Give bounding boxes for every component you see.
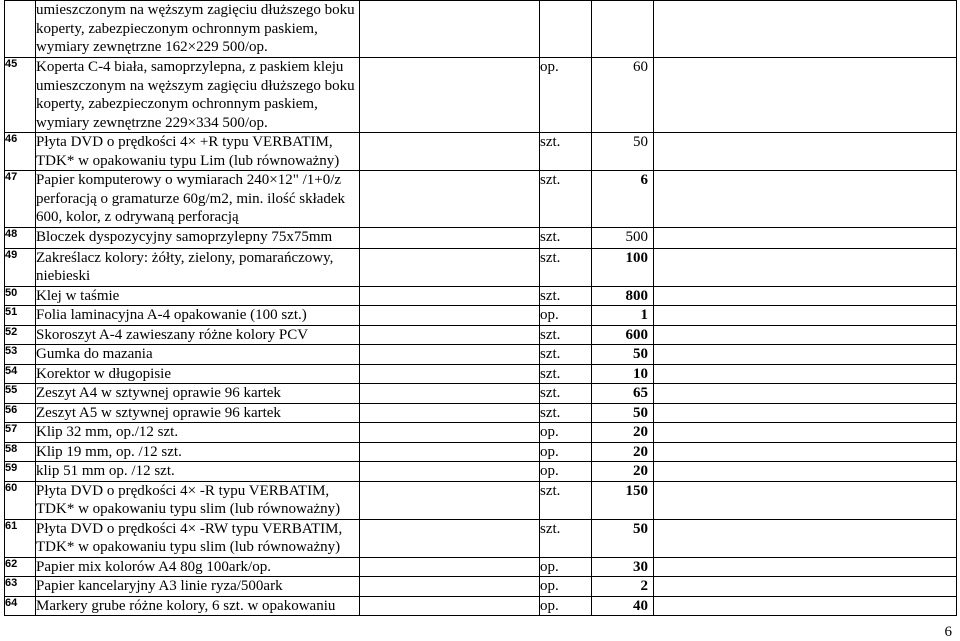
item-unit: szt. — [540, 325, 592, 345]
empty-cell — [360, 345, 540, 365]
item-number: 59 — [5, 462, 36, 482]
item-unit: szt. — [540, 171, 592, 228]
empty-cell — [360, 384, 540, 404]
empty-cell — [360, 577, 540, 597]
item-number: 57 — [5, 423, 36, 443]
order-items-body — [5, 1, 957, 616]
item-unit: op. — [540, 58, 592, 133]
item-description: Płyta DVD o prędkości 4× -RW typu VERBATIM, TDK* w opakowaniu typu slim (lub równoważny) — [36, 519, 360, 557]
item-quantity — [592, 519, 654, 557]
item-quantity — [592, 345, 654, 365]
empty-cell — [654, 58, 957, 133]
item-quantity-value: 6 — [640, 172, 648, 188]
item-quantity-value: 50 — [633, 134, 648, 150]
item-quantity-value: 50 — [633, 346, 648, 362]
item-quantity — [592, 557, 654, 577]
empty-cell — [654, 133, 957, 171]
table-row — [5, 442, 957, 462]
item-quantity-value: 20 — [633, 443, 648, 460]
table-row — [5, 345, 957, 365]
table-row — [5, 171, 957, 228]
item-unit: szt. — [540, 227, 592, 248]
item-quantity-value: 50 — [633, 520, 648, 537]
item-description: Papier komputerowy o wymiarach 240×12" /1+0/z perforacją o gramaturze 60g/m2, min. ilość składek 600, kolor, z odrywaną perforacją — [36, 171, 360, 228]
item-quantity-value: 10 — [633, 365, 648, 382]
table-row — [5, 519, 957, 557]
item-quantity — [592, 58, 654, 133]
item-quantity — [592, 171, 654, 228]
table-row — [5, 286, 957, 306]
item-number: 64 — [5, 596, 36, 616]
empty-cell — [360, 306, 540, 326]
empty-cell — [654, 403, 957, 423]
table-row — [5, 306, 957, 326]
item-description: Gumka do mazania — [36, 345, 360, 365]
item-description: Skoroszyt A-4 zawieszany różne kolory PCV — [36, 325, 360, 345]
empty-cell — [654, 364, 957, 384]
empty-cell — [360, 171, 540, 228]
item-description: Papier mix kolorów A4 80g 100ark/op. — [36, 557, 360, 577]
empty-cell — [360, 227, 540, 248]
item-unit: szt. — [540, 403, 592, 423]
item-quantity-value — [648, 2, 653, 18]
item-number: 45 — [5, 58, 36, 133]
empty-cell — [654, 462, 957, 482]
item-unit: szt. — [540, 133, 592, 171]
empty-cell — [654, 423, 957, 443]
item-number: 52 — [5, 325, 36, 345]
item-description: Markery grube różne kolory, 6 szt. w opakowaniu — [36, 596, 360, 616]
page-number: 6 — [944, 624, 952, 640]
empty-cell — [654, 577, 957, 597]
item-quantity-value: 800 — [625, 287, 648, 304]
empty-cell — [654, 325, 957, 345]
order-items-table — [4, 0, 957, 616]
item-quantity-value: 150 — [625, 482, 648, 499]
item-description: Płyta DVD o prędkości 4× +R typu VERBATIM, TDK* w opakowaniu typu Lim (lub równoważny) — [36, 133, 360, 171]
item-unit: op. — [540, 557, 592, 577]
item-quantity-value: 50 — [633, 404, 648, 421]
item-number: 51 — [5, 306, 36, 326]
item-unit: op. — [540, 577, 592, 597]
item-quantity — [592, 423, 654, 443]
item-quantity — [592, 577, 654, 597]
empty-cell — [654, 596, 957, 616]
item-number — [5, 1, 36, 58]
empty-cell — [654, 306, 957, 326]
item-unit: szt. — [540, 384, 592, 404]
item-description: Bloczek dyspozycyjny samoprzylepny 75x75mm — [36, 227, 360, 248]
item-quantity-value: 100 — [625, 249, 648, 266]
item-description: Papier kancelaryjny A3 linie ryza/500ark — [36, 577, 360, 597]
item-description: Płyta DVD o prędkości 4× -R typu VERBATIM, TDK* w opakowaniu typu slim (lub równoważny) — [36, 481, 360, 519]
item-quantity — [592, 227, 654, 248]
item-description: Zakreślacz kolory: żółty, zielony, pomarańczowy, niebieski — [36, 248, 360, 286]
item-quantity — [592, 133, 654, 171]
item-unit: szt. — [540, 364, 592, 384]
item-unit: szt. — [540, 248, 592, 286]
item-quantity — [592, 306, 654, 326]
item-description: Klip 32 mm, op./12 szt. — [36, 423, 360, 443]
item-quantity — [592, 462, 654, 482]
empty-cell — [654, 345, 957, 365]
table-row — [5, 133, 957, 171]
item-description: Zeszyt A5 w sztywnej oprawie 96 kartek — [36, 403, 360, 423]
empty-cell — [654, 227, 957, 248]
item-number: 63 — [5, 577, 36, 597]
item-quantity — [592, 286, 654, 306]
item-number: 48 — [5, 227, 36, 248]
empty-cell — [360, 133, 540, 171]
item-unit: op. — [540, 442, 592, 462]
item-quantity — [592, 403, 654, 423]
empty-cell — [654, 1, 957, 58]
item-quantity-value: 30 — [633, 558, 648, 575]
empty-cell — [360, 58, 540, 133]
item-description: klip 51 mm op. /12 szt. — [36, 462, 360, 482]
empty-cell — [360, 481, 540, 519]
item-quantity-value: 600 — [625, 326, 648, 343]
item-number: 46 — [5, 133, 36, 171]
item-number: 61 — [5, 519, 36, 557]
item-quantity — [592, 364, 654, 384]
item-number: 62 — [5, 557, 36, 577]
item-number: 49 — [5, 248, 36, 286]
item-unit: op. — [540, 423, 592, 443]
item-number: 50 — [5, 286, 36, 306]
table-row — [5, 596, 957, 616]
table-row — [5, 325, 957, 345]
empty-cell — [360, 1, 540, 58]
empty-cell — [360, 325, 540, 345]
empty-cell — [654, 519, 957, 557]
item-description: Koperta C-4 biała, samoprzylepna, z paskiem kleju umieszczonym na węższym zagięciu dłuższego boku koperty, zabezpieczonym ochronnym paskiem, wymiary zewnętrzne 229×334 500/op. — [36, 58, 360, 133]
item-unit: op. — [540, 462, 592, 482]
item-quantity-value: 2 — [640, 578, 648, 594]
item-quantity — [592, 481, 654, 519]
item-quantity-value: 65 — [633, 385, 648, 401]
empty-cell — [360, 403, 540, 423]
item-quantity — [592, 1, 654, 58]
empty-cell — [654, 384, 957, 404]
item-quantity — [592, 248, 654, 286]
item-unit — [540, 1, 592, 58]
item-number: 56 — [5, 403, 36, 423]
item-quantity-value: 20 — [633, 424, 648, 440]
item-number: 54 — [5, 364, 36, 384]
empty-cell — [360, 596, 540, 616]
empty-cell — [360, 364, 540, 384]
item-unit: op. — [540, 306, 592, 326]
table-row — [5, 364, 957, 384]
empty-cell — [654, 557, 957, 577]
item-description: Klip 19 mm, op. /12 szt. — [36, 442, 360, 462]
item-number: 55 — [5, 384, 36, 404]
item-quantity-value: 20 — [633, 463, 648, 479]
table-row — [5, 462, 957, 482]
item-number: 60 — [5, 481, 36, 519]
empty-cell — [654, 442, 957, 462]
table-row — [5, 227, 957, 248]
empty-cell — [360, 557, 540, 577]
empty-cell — [360, 423, 540, 443]
empty-cell — [360, 286, 540, 306]
empty-cell — [654, 481, 957, 519]
item-unit: op. — [540, 596, 592, 616]
item-quantity-value: 500 — [625, 228, 648, 245]
item-description: Zeszyt A4 w sztywnej oprawie 96 kartek — [36, 384, 360, 404]
empty-cell — [360, 442, 540, 462]
item-quantity-value: 1 — [640, 307, 648, 323]
item-quantity-value: 40 — [633, 597, 648, 614]
table-row — [5, 577, 957, 597]
table-row — [5, 248, 957, 286]
table-row — [5, 384, 957, 404]
item-description: Folia laminacyjna A-4 opakowanie (100 szt.) — [36, 306, 360, 326]
empty-cell — [360, 248, 540, 286]
item-unit: szt. — [540, 345, 592, 365]
item-unit: szt. — [540, 286, 592, 306]
item-unit: szt. — [540, 481, 592, 519]
empty-cell — [654, 286, 957, 306]
empty-cell — [654, 248, 957, 286]
item-unit: szt. — [540, 519, 592, 557]
item-number: 47 — [5, 171, 36, 228]
item-description: umieszczonym na węższym zagięciu dłuższego boku koperty, zabezpieczonym ochronnym paskiem, wymiary zewnętrzne 162×229 500/op. — [36, 1, 360, 58]
item-quantity — [592, 325, 654, 345]
item-description: Klej w taśmie — [36, 286, 360, 306]
item-number: 58 — [5, 442, 36, 462]
item-number: 53 — [5, 345, 36, 365]
table-row — [5, 481, 957, 519]
table-row — [5, 423, 957, 443]
empty-cell — [360, 519, 540, 557]
table-row — [5, 58, 957, 133]
item-quantity-value: 60 — [633, 59, 648, 75]
table-row — [5, 403, 957, 423]
table-row — [5, 1, 957, 58]
item-description: Korektor w długopisie — [36, 364, 360, 384]
item-quantity — [592, 384, 654, 404]
empty-cell — [360, 462, 540, 482]
empty-cell — [654, 171, 957, 228]
table-row — [5, 557, 957, 577]
item-quantity — [592, 442, 654, 462]
item-quantity — [592, 596, 654, 616]
